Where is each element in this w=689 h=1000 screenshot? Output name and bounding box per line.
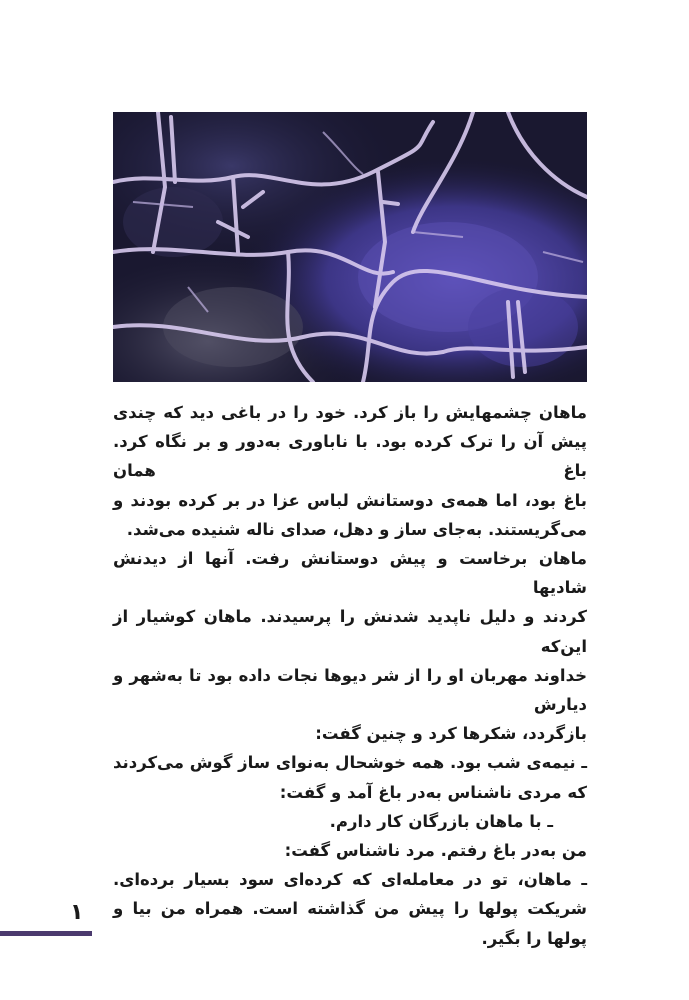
text-line: ماهان چشمهایش را باز کرد. خود را در باغی دید که چندی xyxy=(113,403,587,422)
abstract-painting-illustration xyxy=(113,112,587,382)
text-line: ـ نیمه‌ی شب بود. همه خوشحال به‌نوای ساز گوش می‌کردند xyxy=(113,753,587,773)
text-line: باغ بود، اما همه‌ی دوستانش لباس عزا در بر کرده بودند و xyxy=(113,490,587,510)
text-line: ماهان برخاست و پیش دوستانش رفت. آنها از دیدنش شادیها xyxy=(113,549,587,598)
text-line: کردند و دلیل ناپدید شدنش را پرسیدند. ماهان کوشیار از این‌که xyxy=(113,607,587,656)
text-line: خداوند مهربان او را از شر دیوها نجات داده بود تا به‌شهر و دیارش xyxy=(113,665,587,715)
text-line: پولها را بگیر. xyxy=(481,928,587,948)
text-line: می‌گریستند. به‌جای ساز و دهل، صدای ناله شنیده می‌شد. xyxy=(126,519,587,539)
text-line: ـ با ماهان بازرگان کار دارم. xyxy=(329,811,553,831)
story-text xyxy=(113,398,587,953)
abstract-painting-icon xyxy=(113,112,587,382)
text-line: من به‌در باغ رفتم. مرد ناشناس گفت: xyxy=(284,841,587,861)
text-line: ـ ماهان، تو در معامله‌ای که کرده‌ای سود بسیار برده‌ای. xyxy=(113,870,587,890)
text-line: بازگردد، شکرها کرد و چنین گفت: xyxy=(315,724,587,744)
text-line: پیش آن را ترک کرده بود. با ناباوری به‌دور و بر نگاه کرد. باغ همان xyxy=(113,432,587,481)
text-line: که مردی ناشناس به‌در باغ آمد و گفت: xyxy=(279,782,587,802)
page-rule xyxy=(0,931,92,936)
page-number: ۱ xyxy=(70,900,84,925)
text-line: شریکت پولها را پیش من گذاشته است. همراه من بیا و xyxy=(113,899,587,919)
